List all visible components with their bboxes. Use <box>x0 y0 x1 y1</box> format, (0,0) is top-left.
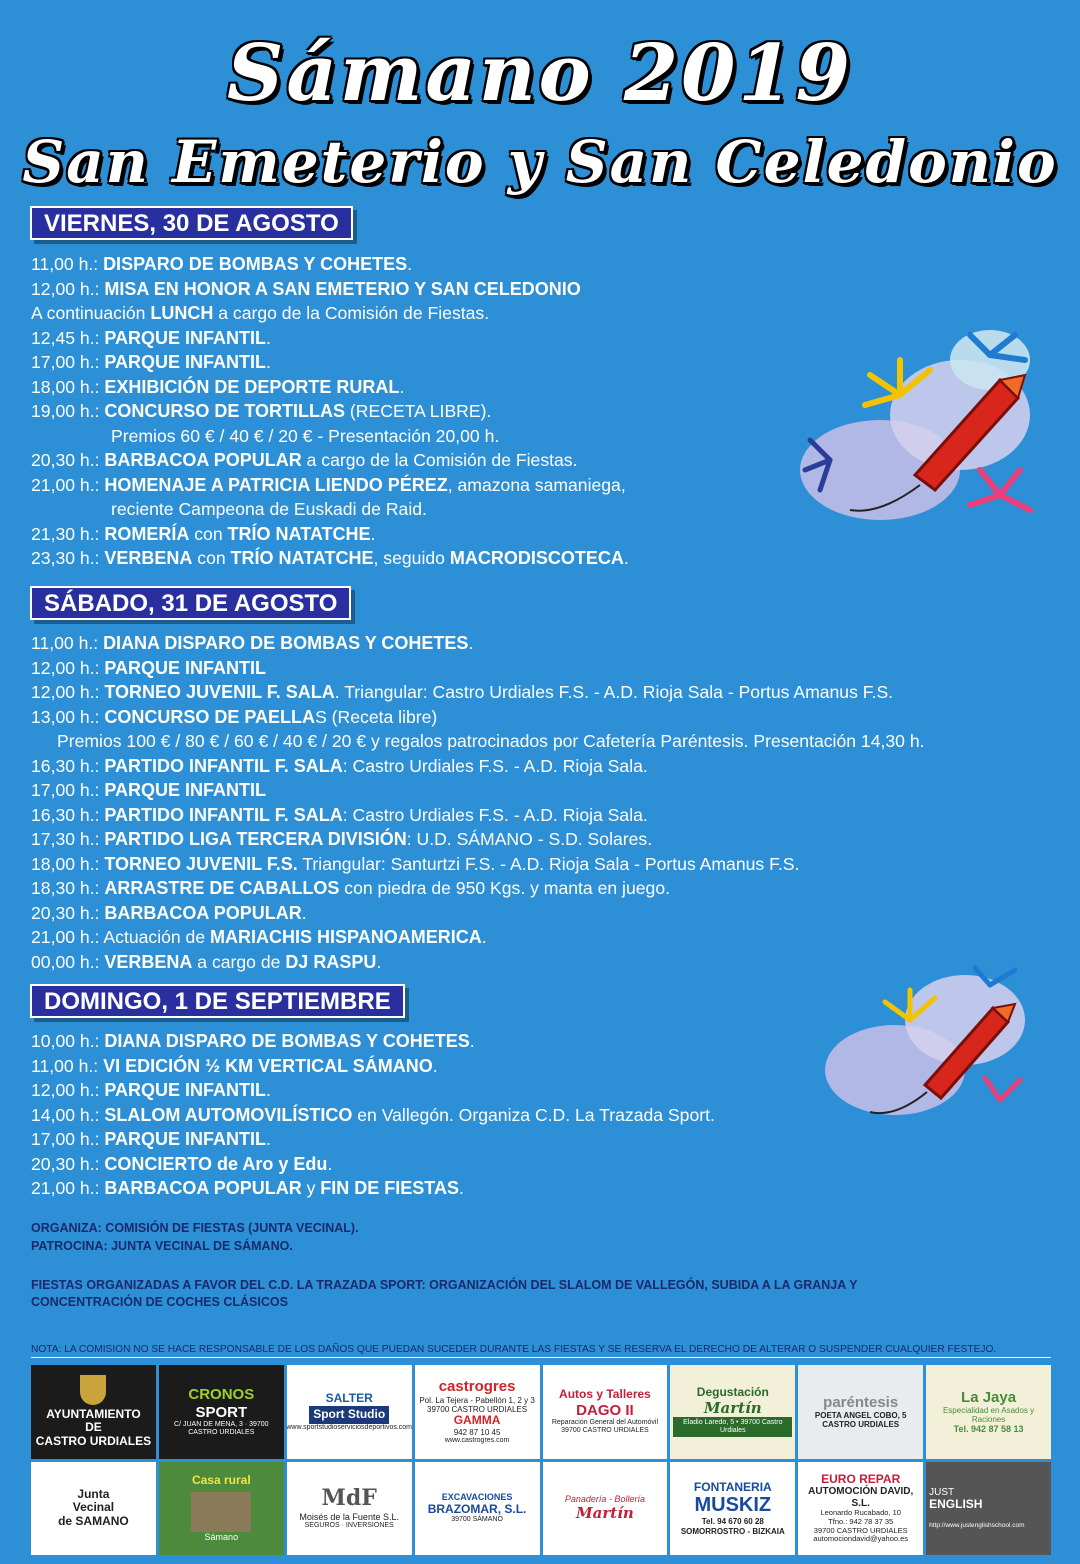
event-title: ARRASTRE DE CABALLOS <box>104 878 340 898</box>
day-header-viernes: VIERNES, 30 DE AGOSTO <box>30 206 353 240</box>
event-title: TORNEO JUVENIL F. SALA <box>104 682 335 702</box>
ad-degustacion-martin: Degustación Martín Eladio Laredo, 5 • 39700 Castro Urdiales <box>670 1365 795 1459</box>
fireworks-rocket-icon <box>790 320 1050 540</box>
event-text: , amazona samaniega, <box>447 474 626 495</box>
event-text: a cargo de la Comisión de Fiestas. <box>213 303 490 323</box>
event-text: 17,00 h.: <box>31 1129 105 1149</box>
poster-title: Sámano 2019 <box>227 28 853 119</box>
event-line <box>31 754 1061 779</box>
event-text: S (Receta libre) <box>315 706 438 727</box>
event-text: 18,00 h.: <box>31 376 105 397</box>
event-title: MISA EN HONOR A SAN EMETERIO Y SAN CELEDONIO <box>104 278 581 299</box>
event-text: 20,30 h.: <box>31 902 105 923</box>
event-text: . <box>407 254 413 274</box>
ad-parentesis: paréntesis POETA ANGEL COBO, 5 CASTRO URDIALES <box>798 1365 923 1459</box>
event-text: : Castro Urdiales F.S. - A.D. Rioja Sala. <box>342 804 648 825</box>
event-line <box>31 803 1061 828</box>
event-title: MARIACHIS HISPANOAMERICA <box>210 927 482 947</box>
event-line <box>31 729 1061 754</box>
event-text: 20,30 h.: <box>31 450 105 470</box>
ad-casa-rural: Casa rural Sámano <box>159 1462 284 1556</box>
event-text: 21,00 h.: <box>31 474 105 495</box>
event-text: 21,00 h.: <box>31 927 104 947</box>
event-text: . <box>481 927 487 947</box>
ad-moises-fuente: MdF Moisés de la Fuente S.L. SEGUROS · INVERSIONES <box>287 1462 412 1556</box>
event-title: PARQUE INFANTIL <box>104 327 267 348</box>
event-text: . Triangular: Castro Urdiales F.S. - A.D. Rioja Sala - Portus Amanus F.S. <box>334 682 894 702</box>
event-line <box>31 656 1061 681</box>
event-title: PARQUE INFANTIL <box>104 1129 267 1149</box>
event-text: . <box>469 1031 475 1051</box>
event-line <box>31 546 1061 571</box>
event-line <box>31 876 1061 901</box>
event-title: PARQUE INFANTIL <box>104 657 267 678</box>
event-title: TRÍO NATATCHE <box>227 523 371 544</box>
event-text: 16,30 h.: <box>31 804 105 825</box>
event-title: VI EDICIÓN ½ KM VERTICAL SÁMANO <box>103 1055 433 1076</box>
event-text: . <box>266 1080 271 1100</box>
event-text: , seguido <box>373 548 450 568</box>
event-text: 20,30 h.: <box>31 1153 105 1174</box>
event-text: . <box>399 376 405 397</box>
event-title: LUNCH <box>150 303 214 323</box>
event-text: . <box>370 523 376 544</box>
event-line <box>31 925 1061 950</box>
event-text: 17,00 h.: <box>31 780 105 800</box>
event-text: 11,00 h.: <box>31 254 104 274</box>
event-title: DISPARO DE BOMBAS Y COHETES <box>103 254 408 274</box>
event-title: VERBENA <box>104 548 193 568</box>
event-text: 10,00 h.: <box>31 1031 105 1051</box>
event-text: Premios 100 € / 80 € / 60 € / 40 € / 20 € y regalos patrocinados por Cafetería Paréntesis. Presentación 14,30 h. <box>57 731 925 751</box>
fiestas-text-1: FIESTAS ORGANIZADAS A FAVOR DEL C.D. LA TRAZADA SPORT: ORGANIZACIÓN DEL SLALOM DE VALLEGÓN, SUBIDA A LA GRANJA Y <box>31 1278 858 1292</box>
event-text: 17,00 h.: <box>31 352 105 372</box>
coat-of-arms-icon <box>80 1375 106 1405</box>
event-text: . <box>623 548 629 568</box>
event-text: 12,00 h.: <box>31 1080 105 1100</box>
event-title: BARBACOA POPULAR <box>104 450 302 470</box>
event-title: VERBENA <box>104 951 193 972</box>
event-text: . <box>266 327 271 348</box>
event-title: CONCURSO DE TORTILLAS <box>104 401 346 421</box>
event-text: en Vallegón. Organiza C.D. La Trazada Sport. <box>352 1104 715 1125</box>
event-title: CONCIERTO de Aro y Edu <box>104 1153 328 1174</box>
event-line <box>31 1152 1061 1177</box>
day-header-domingo: DOMINGO, 1 DE SEPTIEMBRE <box>30 984 405 1018</box>
event-text: . <box>458 1178 464 1198</box>
event-line <box>31 852 1061 877</box>
event-text: 18,30 h.: <box>31 878 105 898</box>
event-text: 14,00 h.: <box>31 1104 105 1125</box>
ad-junta-vecinal: Junta Vecinal de SAMANO <box>31 1462 156 1556</box>
event-title: CONCURSO DE PAELLA <box>104 706 316 727</box>
disclaimer-note: NOTA: LA COMISION NO SE HACE RESPONSABLE DE LOS DAÑOS QUE PUEDAN SUCEDER DURANTE LAS FIESTAS Y SE RESERVA EL DERECHO DE ALTERAR O SUSPENDER CUALQUIER FESTEJO. <box>31 1344 1051 1358</box>
event-text: 12,00 h.: <box>31 682 105 702</box>
event-line <box>31 1176 1061 1201</box>
event-text: con piedra de 950 Kgs. y manta en juego. <box>339 878 670 898</box>
ad-automocion-david: EURO REPAR AUTOMOCIÓN DAVID, S.L. Leonardo Rucabado, 10 Tfno.: 942 78 37 35 39700 CASTRO URDIALES automociondavid@yahoo.es <box>798 1462 923 1556</box>
patrocina-text: PATROCINA: JUNTA VECINAL DE SÁMANO. <box>31 1239 293 1253</box>
sponsor-grid <box>31 1365 1051 1555</box>
event-title: BARBACOA POPULAR <box>104 902 302 923</box>
event-text: 11,00 h.: <box>31 1055 104 1076</box>
event-title: TRÍO NATATCHE <box>230 548 374 568</box>
ad-la-jaya: La Jaya Especialidad en Asados y Raciones Tel. 942 87 58 13 <box>926 1365 1051 1459</box>
event-text: 12,00 h.: <box>31 278 105 299</box>
event-title: PARTIDO LIGA TERCERA DIVISIÓN <box>104 829 407 849</box>
event-line <box>31 705 1061 730</box>
event-text: a cargo de la Comisión de Fiestas. <box>301 450 578 470</box>
events-sabado <box>31 631 1061 974</box>
event-text: 23,30 h.: <box>31 548 105 568</box>
event-text: Actuación de <box>103 927 211 947</box>
event-title: PARQUE INFANTIL <box>104 1080 267 1100</box>
ad-castrogres: castrogres Pol. La Tejera - Pabellón 1, 2 y 3 39700 CASTRO URDIALES GAMMA 942 87 10 45 www.castrogres.com <box>415 1365 540 1459</box>
event-title: MACRODISCOTECA <box>449 548 624 568</box>
ad-ayuntamiento: AYUNTAMIENTO DE CASTRO URDIALES <box>31 1365 156 1459</box>
ad-dago: Autos y Talleres DAGO II Reparación General del Automóvil 39700 CASTRO URDIALES <box>543 1365 668 1459</box>
event-title: DIANA DISPARO DE BOMBAS Y COHETES <box>103 633 469 653</box>
day-header-sabado: SÁBADO, 31 DE AGOSTO <box>30 586 351 620</box>
event-title: ROMERÍA <box>104 523 190 544</box>
event-text: reciente Campeona de Euskadi de Raid. <box>111 499 427 519</box>
event-text: 18,00 h.: <box>31 853 105 874</box>
event-title: PARQUE INFANTIL <box>104 780 267 800</box>
event-line <box>31 631 1061 656</box>
event-text: 12,45 h.: <box>31 327 105 348</box>
event-line <box>31 277 1061 302</box>
event-text: (RECETA LIBRE). <box>345 401 492 421</box>
event-text: 12,00 h.: <box>31 657 105 678</box>
event-title: PARTIDO INFANTIL F. SALA <box>104 755 343 776</box>
event-text: . <box>432 1055 438 1076</box>
event-text: 00,00 h.: <box>31 951 105 972</box>
ad-panaderia-martin: Panadería - Bollería Martín <box>543 1462 668 1556</box>
event-text: : U.D. SÁMANO - S.D. Solares. <box>406 829 653 849</box>
event-text: Premios 60 € / 40 € / 20 € - Presentación 20,00 h. <box>111 425 500 446</box>
poster-subtitle: San Emeterio y San Celedonio <box>22 128 1058 196</box>
event-text: y <box>301 1178 321 1198</box>
event-title: DIANA DISPARO DE BOMBAS Y COHETES <box>104 1031 470 1051</box>
event-text: con <box>192 548 231 568</box>
ad-sport-studio: SALTER Sport Studio www.sportstudioserviciosdeportivos.com <box>287 1365 412 1459</box>
event-text: A continuación <box>31 303 151 323</box>
ad-brazomar: EXCAVACIONES BRAZOMAR, S.L. 39700 SÁMANO <box>415 1462 540 1556</box>
event-text: : Castro Urdiales F.S. - A.D. Rioja Sala. <box>342 755 648 776</box>
event-line <box>31 252 1061 277</box>
event-title: HOMENAJE A PATRICIA LIENDO PÉREZ <box>104 474 448 495</box>
event-text: 13,00 h.: <box>31 706 105 727</box>
event-text: 16,30 h.: <box>31 755 105 776</box>
event-text: . <box>327 1153 333 1174</box>
ad-fontaneria-muskiz: FONTANERIA MUSKIZ Tel. 94 670 60 28 SOMORROSTRO - BIZKAIA <box>670 1462 795 1556</box>
event-title: SLALOM AUTOMOVILÍSTICO <box>104 1104 353 1125</box>
event-text: 21,00 h.: <box>31 1178 105 1198</box>
event-title: DJ RASPU <box>285 951 377 972</box>
event-title: BARBACOA POPULAR <box>104 1178 302 1198</box>
event-title: EXHIBICIÓN DE DEPORTE RURAL <box>104 376 400 397</box>
ad-just-english: JUST ENGLISH http://www.justenglishschool.com <box>926 1462 1051 1556</box>
event-line <box>31 778 1061 803</box>
event-line <box>31 827 1061 852</box>
organiza-text: ORGANIZA: COMISIÓN DE FIESTAS (JUNTA VECINAL). <box>31 1221 359 1235</box>
event-line <box>31 901 1061 926</box>
event-line <box>31 1127 1061 1152</box>
event-text: 11,00 h.: <box>31 633 104 653</box>
event-text: 21,30 h.: <box>31 523 105 544</box>
fireworks-rocket-icon-small <box>815 960 1035 1130</box>
event-title: TORNEO JUVENIL F.S. <box>104 853 298 874</box>
event-text: Triangular: Santurtzi F.S. - A.D. Rioja Sala - Portus Amanus F.S. <box>297 853 800 874</box>
event-text: a cargo de <box>192 951 286 972</box>
ad-cronos-sport: CRONOS SPORT C/ JUAN DE MENA, 3 · 39700 CASTRO URDIALES <box>159 1365 284 1459</box>
event-title: FIN DE FIESTAS <box>320 1178 459 1198</box>
event-title: PARQUE INFANTIL <box>104 352 267 372</box>
event-text: 17,30 h.: <box>31 829 105 849</box>
event-text: . <box>376 951 382 972</box>
event-text: con <box>189 523 228 544</box>
event-text: . <box>301 902 307 923</box>
house-icon <box>191 1492 251 1532</box>
event-text: . <box>468 633 474 653</box>
event-line <box>31 680 1061 705</box>
event-text: 19,00 h.: <box>31 401 105 421</box>
fiestas-text-2: CONCENTRACIÓN DE COCHES CLÁSICOS <box>31 1295 288 1309</box>
event-title: PARTIDO INFANTIL F. SALA <box>104 804 343 825</box>
event-text: . <box>266 352 271 372</box>
event-text: . <box>266 1129 271 1149</box>
